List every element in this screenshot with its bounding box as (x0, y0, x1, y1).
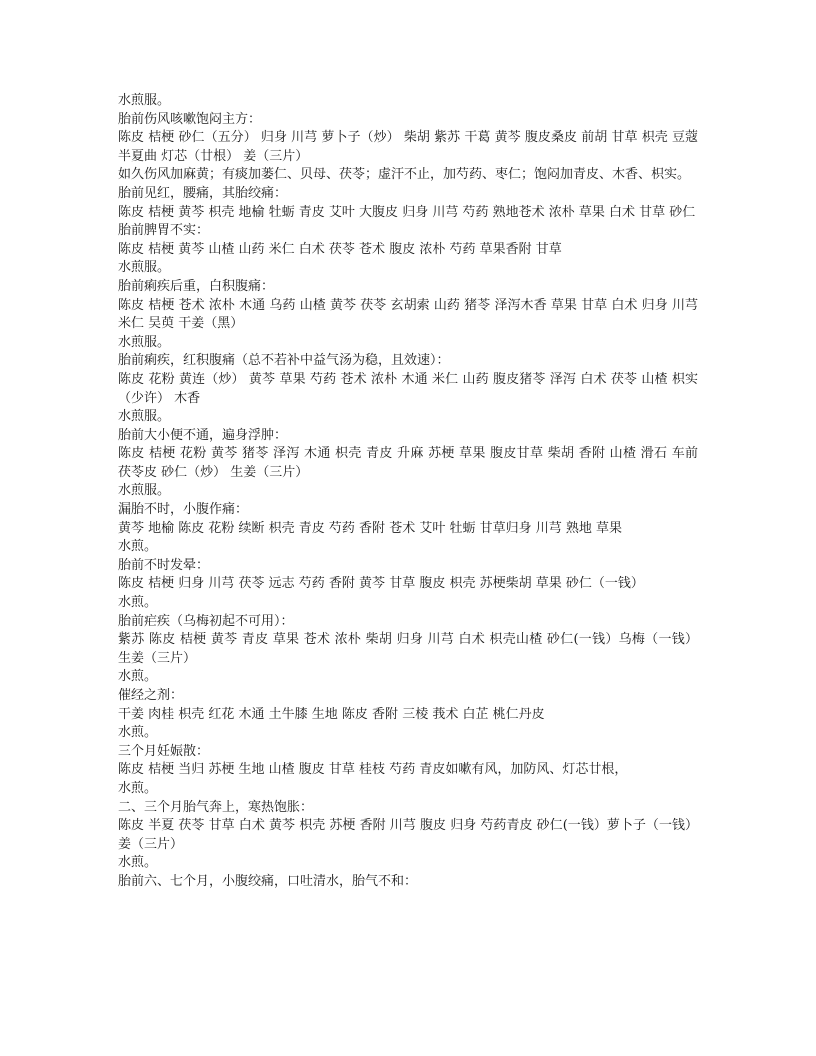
section-heading: 漏胎不时，小腹作痛： (118, 502, 249, 518)
text-line: 水煎服。 (118, 334, 171, 350)
text-line: 水煎。 (118, 539, 158, 555)
text-line: 水煎。 (118, 669, 158, 685)
text-line: 水煎服。 (118, 260, 171, 276)
section-heading: 催经之剂： (118, 688, 184, 703)
section-heading: 胎前见红，腰痛，其胎绞痛： (118, 185, 288, 201)
prescription-line: 陈皮 花粉 黄连（炒） 黄芩 草果 芍药 苍术 浓朴 木通 米仁 山药 腹皮猪苓 泽泻 白术 茯苓 山楂 枳实（少许） 木香 (118, 371, 698, 406)
text-line: 水煎。 (118, 595, 158, 611)
text-line: 如久伤风加麻黄；有痰加蒌仁、贝母、茯苓；虚汗不止，加芍药、枣仁；饱闷加青皮、木香、枳实。 (118, 167, 691, 183)
prescription-line: 陈皮 桔梗 黄芩 枳壳 地榆 牡蛎 青皮 艾叶 大腹皮 归身 川芎 芍药 熟地苍术 浓朴 草果 白术 甘草 砂仁 (118, 204, 696, 220)
text-line: 水煎服。 (118, 409, 171, 425)
prescription-line: 陈皮 桔梗 当归 苏梗 生地 山楂 腹皮 甘草 桂枝 芍药 青皮如嗽有风，加防风、灯芯廿根， (118, 762, 628, 778)
section-heading: 胎前疟疾（乌梅初起不可用）： (118, 613, 294, 629)
text-line: 水煎。 (118, 780, 158, 796)
section-heading: 胎前伤风咳嗽饱闷主方： (118, 111, 262, 127)
section-heading: 三个月妊娠散： (118, 743, 210, 759)
prescription-line: 陈皮 桔梗 黄芩 山楂 山药 米仁 白术 茯苓 苍术 腹皮 浓朴 芍药 草果香附 甘草 (118, 241, 562, 257)
document-page (118, 92, 698, 892)
prescription-line: 陈皮 桔梗 花粉 黄芩 猪苓 泽泻 木通 枳壳 青皮 升麻 苏梗 草果 腹皮甘草 柴胡 香附 山楂 滑石 车前 茯苓皮 砂仁（炒） 生姜（三片） (118, 446, 698, 480)
text-line: 水煎。 (118, 855, 158, 871)
text-line: 水煎服。 (118, 483, 171, 499)
section-heading: 胎前痢疾，红积腹痛（总不若补中益气汤为稳，且效速）： (118, 353, 450, 369)
section-heading: 胎前六、七个月，小腹绞痛，口吐清水，胎气不和： (118, 873, 418, 889)
section-heading: 胎前脾胃不实： (118, 223, 210, 239)
section-heading: 二、三个月胎气奔上，寒热饱胀： (118, 799, 314, 815)
prescription-line: 陈皮 桔梗 苍术 浓朴 木通 乌药 山楂 黄芩 茯苓 玄胡索 山药 猪苓 泽泻木香 草果 甘草 白术 归身 川芎 米仁 吴萸 干姜（黑） (118, 297, 699, 332)
prescription-line: 陈皮 半夏 茯苓 甘草 白术 黄芩 枳壳 苏梗 香附 川芎 腹皮 归身 芍药青皮 砂仁(一钱）萝卜子（一钱） 姜（三片） (118, 818, 698, 852)
section-heading: 胎前大小便不通，遍身浮肿： (118, 427, 288, 443)
text-line: 水煎。 (118, 725, 158, 741)
prescription-line: 紫苏 陈皮 桔梗 黄芩 青皮 草果 苍术 浓朴 柴胡 归身 川芎 白术 枳壳山楂 砂仁(一钱）乌梅（一钱） 生姜（三片） (118, 632, 698, 666)
section-heading: 胎前不时发晕： (118, 557, 210, 573)
section-heading: 胎前痢疾后重，白积腹痛： (118, 278, 275, 294)
prescription-line: 干姜 肉桂 枳壳 红花 木通 土牛膝 生地 陈皮 香附 三棱 莪术 白芷 桃仁丹皮 (118, 706, 545, 722)
prescription-line: 陈皮 桔梗 归身 川芎 茯苓 远志 芍药 香附 黄芩 甘草 腹皮 枳壳 苏梗柴胡 草果 砂仁（一钱） (118, 576, 644, 592)
prescription-line: 陈皮 桔梗 砂仁（五分） 归身 川芎 萝卜子（炒） 柴胡 紫苏 干葛 黄芩 腹皮桑皮 前胡 甘草 枳壳 豆蔻 半夏曲 灯芯（廿根） 姜（三片） (118, 130, 698, 164)
text-line: 水煎服。 (118, 93, 171, 108)
prescription-line: 黄芩 地榆 陈皮 花粉 续断 枳壳 青皮 芍药 香附 苍术 艾叶 牡蛎 甘草归身 川芎 熟地 草果 (118, 520, 622, 536)
